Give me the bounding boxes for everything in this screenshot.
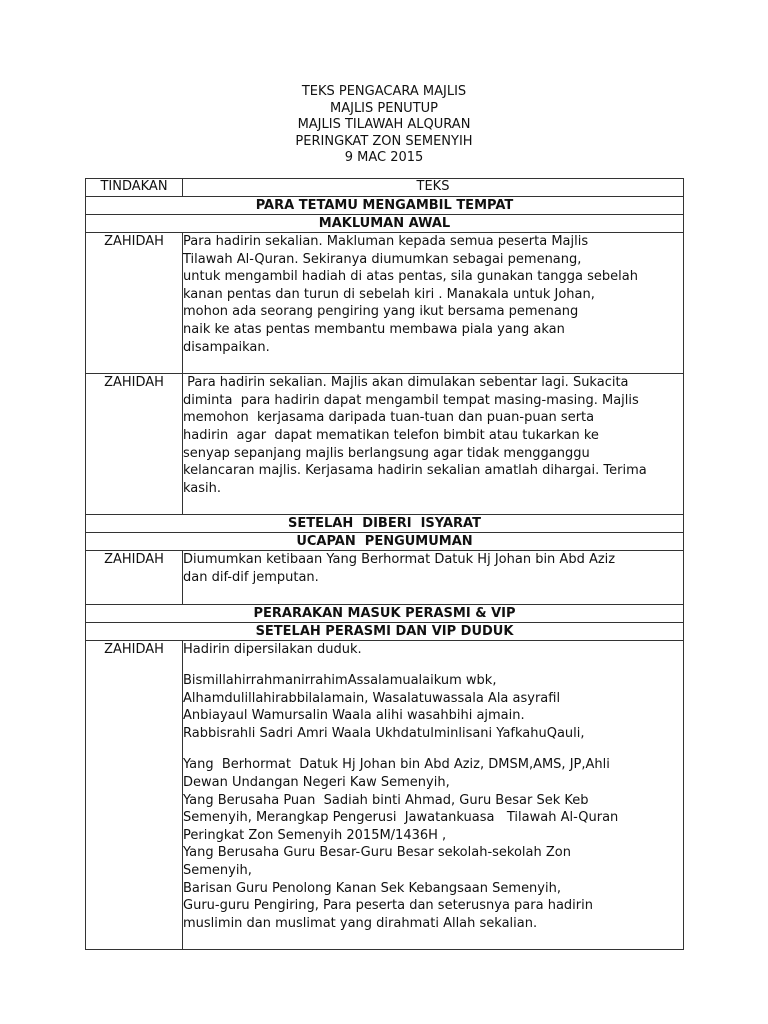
text-line: Semenyih, xyxy=(183,863,252,879)
text-line: Alhamdulillahirabbilalamain, Wasalatuwassala Ala asyrafil xyxy=(183,690,561,706)
section-heading: SETELAH DIBERI ISYARAT xyxy=(86,515,684,533)
section-heading: SETELAH PERASMI DAN VIP DUDUK xyxy=(86,622,684,640)
table-row xyxy=(86,374,684,515)
text-line: Yang Berusaha Guru Besar-Guru Besar sekolah-sekolah Zon xyxy=(183,845,571,861)
table-header-row xyxy=(86,179,684,197)
speaker-cell: ZAHIDAH xyxy=(86,551,183,604)
text-cell xyxy=(183,640,684,950)
section-heading: PERARAKAN MASUK PERASMI & VIP xyxy=(86,604,684,622)
speaker-cell: ZAHIDAH xyxy=(86,640,183,950)
text-line: dan dif-dif jemputan. xyxy=(183,569,319,585)
text-line: Guru-guru Pengiring, Para peserta dan seterusnya para hadirin xyxy=(183,898,593,914)
section-row xyxy=(86,515,684,533)
section-row xyxy=(86,533,684,551)
text-line: hadirin agar dapat mematikan telefon bimbit atau tukarkan ke xyxy=(183,427,599,443)
text-line: memohon kerjasama daripada tuan-tuan dan puan-puan serta xyxy=(183,410,595,426)
header-line: TEKS PENGACARA MAJLIS xyxy=(301,84,467,99)
text-line: Anbiayaul Wamursalin Waala alihi wasahbihi ajmain. xyxy=(183,708,525,724)
text-line: naik ke atas pentas membantu membawa piala yang akan xyxy=(183,321,565,337)
text-line: Para hadirin sekalian. Makluman kepada semua peserta Majlis xyxy=(183,234,589,249)
text-line: diminta para hadirin dapat mengambil tempat masing-masing. Majlis xyxy=(183,392,639,408)
text-line: untuk mengambil hadiah di atas pentas, sila gunakan tangga sebelah xyxy=(183,269,638,285)
text-line: kanan pentas dan turun di sebelah kiri . Manakala untuk Johan, xyxy=(183,286,595,302)
header-line: MAJLIS TILAWAH ALQURAN xyxy=(297,117,471,132)
text-line: Barisan Guru Penolong Kanan Sek Kebangsaan Semenyih, xyxy=(183,880,561,896)
text-line: senyap sepanjang majlis berlangsung agar tidak mengganggu xyxy=(183,445,590,461)
text-line: Semenyih, Merangkap Pengerusi Jawatankuasa Tilawah Al-Quran xyxy=(183,810,619,826)
script-table xyxy=(85,178,684,950)
section-row xyxy=(86,622,684,640)
text-line: Diumumkan ketibaan Yang Berhormat Datuk Hj Johan bin Abd Aziz xyxy=(183,552,616,568)
table-row xyxy=(86,233,684,374)
column-header-teks: TEKS xyxy=(183,179,684,197)
header-line: MAJLIS PENUTUP xyxy=(330,100,438,116)
text-cell xyxy=(183,551,684,604)
header-line: 9 MAC 2015 xyxy=(344,150,424,165)
table-row xyxy=(86,551,684,604)
section-row xyxy=(86,604,684,622)
text-line: Rabbisrahli Sadri Amri Waala Ukhdatulminlisani YafkahuQauli, xyxy=(183,725,585,741)
text-line: Dewan Undangan Negeri Kaw Semenyih, xyxy=(183,775,450,791)
text-line: mohon ada seorang pengiring yang ikut bersama pemenang xyxy=(183,304,579,320)
speaker-cell: ZAHIDAH xyxy=(86,374,183,515)
text-line: disampaikan. xyxy=(183,339,270,355)
section-row xyxy=(86,215,684,233)
column-header-tindakan: TINDAKAN xyxy=(86,179,183,197)
text-line: muslimin dan muslimat yang dirahmati Allah sekalian. xyxy=(183,915,538,931)
text-line: Para hadirin sekalian. Majlis akan dimulakan sebentar lagi. Sukacita xyxy=(183,375,629,391)
text-line: Hadirin dipersilakan duduk. xyxy=(183,641,362,657)
section-row xyxy=(86,197,684,215)
speaker-cell: ZAHIDAH xyxy=(86,233,183,374)
text-line: BismillahirrahmanirrahimAssalamualaikum wbk, xyxy=(183,673,497,689)
text-cell xyxy=(183,374,684,515)
text-line: Tilawah Al-Quran. Sekiranya diumumkan sebagai pemenang, xyxy=(183,251,582,267)
section-heading: UCAPAN PENGUMUMAN xyxy=(86,533,684,551)
text-line: Peringkat Zon Semenyih 2015M/1436H , xyxy=(183,827,447,843)
header-line: PERINGKAT ZON SEMENYIH xyxy=(295,133,473,149)
document-header xyxy=(0,84,768,167)
table-row xyxy=(86,640,684,950)
text-cell xyxy=(183,233,684,374)
text-line: kelancaran majlis. Kerjasama hadirin sekalian amatlah dihargai. Terima xyxy=(183,463,647,479)
text-line: Yang Berhormat Datuk Hj Johan bin Abd Aziz, DMSM,AMS, JP,Ahli xyxy=(183,757,610,773)
section-heading: MAKLUMAN AWAL xyxy=(86,215,684,233)
text-line: kasih. xyxy=(183,480,222,496)
text-line: Yang Berusaha Puan Sadiah binti Ahmad, Guru Besar Sek Keb xyxy=(183,792,589,808)
section-heading: PARA TETAMU MENGAMBIL TEMPAT xyxy=(86,197,684,215)
